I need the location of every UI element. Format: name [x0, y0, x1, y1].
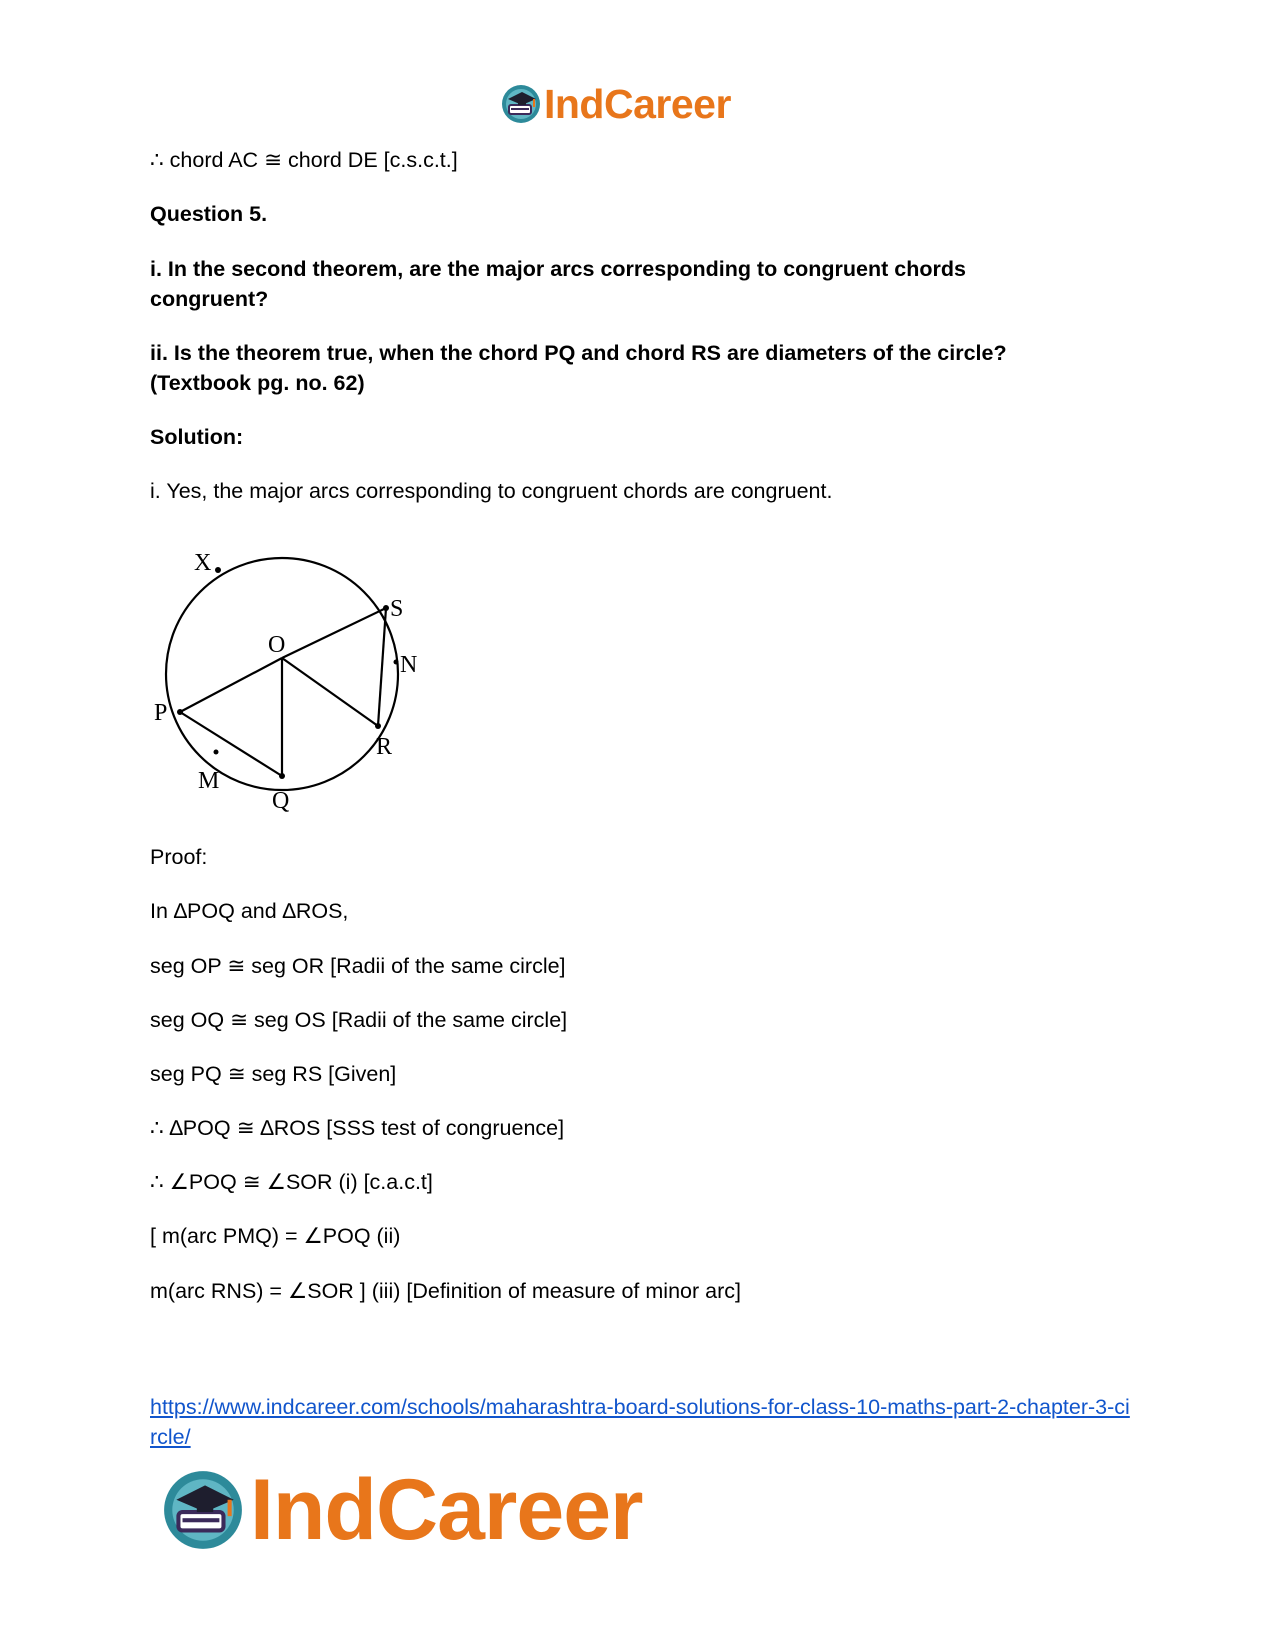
segment-OS [282, 608, 386, 658]
label-R: R [376, 734, 393, 760]
segment-PQ [180, 712, 282, 776]
label-S: S [390, 596, 404, 622]
point-Q [279, 773, 285, 779]
proof-line-3: seg OQ ≅ seg OS [Radii of the same circle] [150, 1008, 568, 1032]
conclusion-line: ∴ chord AC ≅ chord DE [c.s.c.t.] [150, 148, 458, 172]
graduation-cap-book-icon [160, 1467, 246, 1553]
proof-line-6: ∴ ∠POQ ≅ ∠SOR (i) [c.a.c.t] [150, 1170, 433, 1194]
solution-title: Solution: [150, 425, 244, 449]
proof-line-5: ∴ ∆POQ ≅ ∆ROS [SSS test of congruence] [150, 1116, 565, 1140]
proof-line-8: m(arc RNS) = ∠SOR ] (iii) [Definition of measure of minor arc] [150, 1279, 741, 1303]
header-logo [500, 80, 731, 128]
proof-line-4: seg PQ ≅ seg RS [Given] [150, 1062, 397, 1086]
label-P: P [154, 700, 168, 726]
point-M [214, 750, 219, 755]
answer-part-i: i. Yes, the major arcs corresponding to congruent chords are congruent. [150, 479, 833, 503]
point-N [394, 660, 399, 665]
segment-RS [378, 608, 386, 726]
graduation-cap-book-icon [500, 83, 542, 125]
label-M: M [198, 768, 220, 794]
label-N: N [400, 652, 418, 678]
proof-line-2: seg OP ≅ seg OR [Radii of the same circle] [150, 954, 566, 978]
proof-heading: Proof: [150, 845, 208, 869]
label-Q: Q [272, 788, 290, 814]
segment-PO [180, 658, 282, 712]
point-R [375, 723, 381, 729]
logo-text: IndCareer [544, 80, 731, 127]
proof-line-1: In ∆POQ and ∆ROS, [150, 899, 349, 923]
point-X [215, 567, 221, 573]
segment-OR [282, 658, 378, 726]
point-S [383, 605, 389, 611]
label-O: O [268, 632, 286, 658]
question-part-ii: ii. Is the theorem true, when the chord PQ and chord RS are diameters of the circle? (Textbook pg. no. 62) [150, 341, 1007, 395]
proof-line-7: [ m(arc PMQ) = ∠POQ (ii) [150, 1224, 401, 1248]
logo-text: IndCareer [250, 1462, 643, 1558]
circle-diagram [150, 540, 440, 820]
label-X: X [194, 550, 212, 576]
footer-logo [160, 1462, 643, 1558]
source-url-link[interactable]: https://www.indcareer.com/schools/maharashtra-board-solutions-for-class-10-maths-part-2-chapter-3-circle/ [150, 1395, 1130, 1449]
question-part-i: i. In the second theorem, are the major arcs corresponding to congruent chords congruent? [150, 257, 966, 311]
question-title: Question 5. [150, 202, 268, 226]
point-P [177, 709, 183, 715]
